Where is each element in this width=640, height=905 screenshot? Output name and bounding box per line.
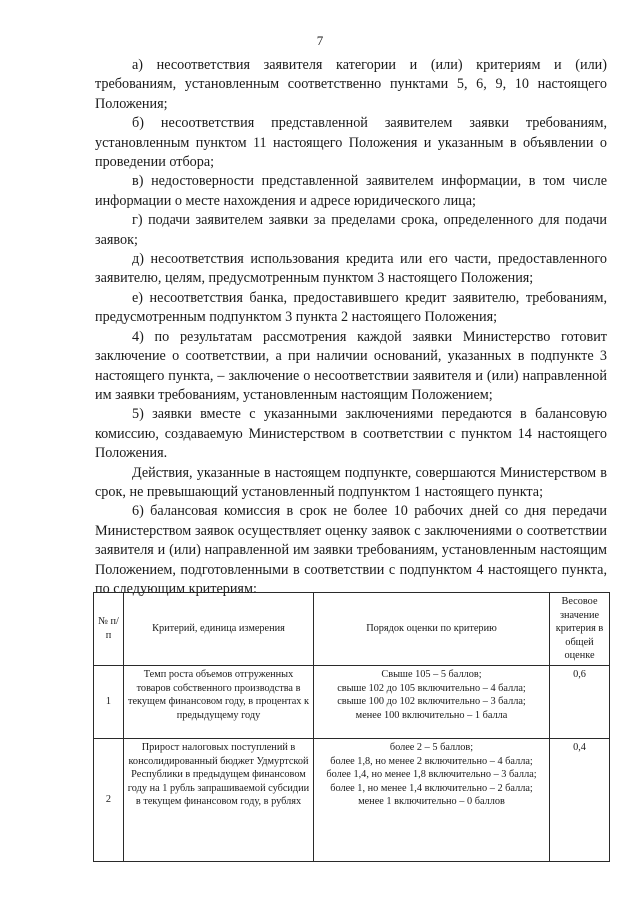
criterion-cell: Темп роста объемов отгруженных товаров собственного производства в текущем финансовом году, в процентах к предыдущему году [124,665,314,738]
header-num: № п/п [94,593,124,666]
header-weight: Весовое значение критерия в общей оценке [550,593,610,666]
order-line: менее 1 включительно – 0 баллов [358,796,505,808]
order-line: более 1,4, но менее 1,8 включительно – 3 балла; [326,769,537,781]
table-row [94,665,610,738]
paragraph-item-4: 4) по результатам рассмотрения каждой заявки Министерство готовит заключение о соответствии, а при наличии оснований, указанных в подпункте 3 настоящего пункта, – заключение о несоответствии заявителя и (или) направленной им заявки требованиям, установленным настоящим Положением; [95,328,607,403]
paragraph-g: г) подачи заявителем заявки за пределами срока, определенного для подачи заявок; [95,212,607,248]
paragraph-v: в) недостоверности представленной заявителем информации, в том числе информации о месте нахождения и адресе юридического лица; [95,173,607,209]
weight-cell: 0,4 [550,738,610,861]
paragraph-e: е) несоответствия банка, предоставившего кредит заявителю, требованиям, предусмотренным подпунктом 3 пункта 2 настоящего Положения; [95,289,607,326]
paragraph-d: д) несоответствия использования кредита или его части, предоставленного заявителю, целям, предусмотренным пунктом 3 настоящего Положения; [95,251,607,287]
paragraph-a: а) несоответствия заявителя категории и (или) критериям и (или) требованиям, установленным соответственно пунктами 5, 6, 9, 10 настоящего Положения; [95,57,607,112]
order-line: свыше 100 до 102 включительно – 3 балла; [337,696,526,708]
row-number: 2 [94,738,124,861]
criterion-cell: Прирост налоговых поступлений в консолидированный бюджет Удмуртской Республики в предыдущем финансовом году на 1 рубль запрашиваемой субсидии в текущем финансовом году, в рублях [124,738,314,861]
header-criterion: Критерий, единица измерения [124,593,314,666]
paragraph-b: б) несоответствия представленной заявителем заявки требованиям, установленным пунктом 11 настоящего Положения и указанным в объявлении о проведении отбора; [95,115,607,171]
order-line: менее 100 включительно – 1 балла [355,709,508,721]
paragraph-item-6: 6) балансовая комиссия в срок не более 10 рабочих дней со дня передачи Министерством заявок осуществляет оценку заявок с заключениями о соответствии заявителя и (или) направленной им заявки требованиям, установленным настоящим Положением, подготовленными в соответствии с подпунктом 4 настоящего пункта, по следующим критериям: [95,503,607,597]
table-row [94,738,610,861]
order-cell [314,665,550,738]
header-order: Порядок оценки по критерию [314,593,550,666]
order-line: более 2 – 5 баллов; [389,741,474,753]
order-line: свыше 102 до 105 включительно – 4 балла; [337,682,526,694]
order-line: более 1,8, но менее 2 включительно – 4 балла; [330,755,533,767]
table-header-row [94,593,610,666]
order-line: Свыше 105 – 5 баллов; [381,668,482,680]
order-cell [314,738,550,861]
document-body [95,56,607,599]
paragraph-actions: Действия, указанные в настоящем подпункте, совершаются Министерством в срок, не превышающий установленный подпунктом 1 настоящего пункта; [95,464,607,500]
row-number: 1 [94,665,124,738]
paragraph-item-5: 5) заявки вместе с указанными заключениями передаются в балансовую комиссию, создаваемую Министерством в соответствии с пунктом 14 настоящего Положения. [95,406,607,462]
page-number: 7 [316,33,324,48]
weight-cell: 0,6 [550,665,610,738]
criteria-table [93,592,610,862]
order-line: более 1, но менее 1,4 включительно – 2 балла; [330,782,533,794]
